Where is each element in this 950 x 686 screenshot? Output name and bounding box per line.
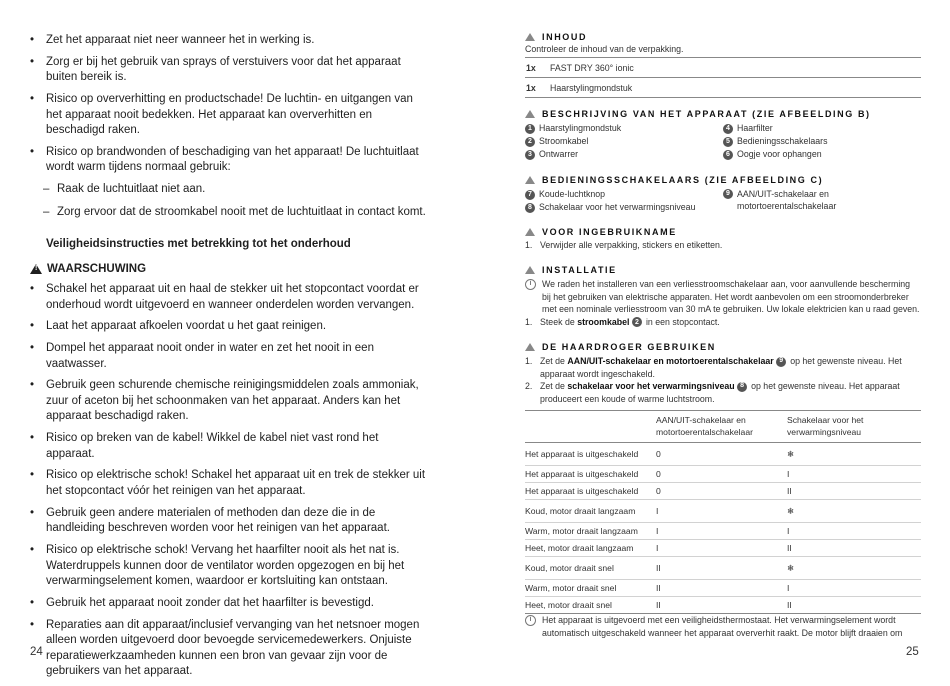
left-page xyxy=(0,0,475,678)
section-inhoud xyxy=(525,32,921,98)
list-item: 1 Haarstylingmondstuk xyxy=(525,122,723,134)
info-icon: i xyxy=(525,279,536,290)
sub-list-item: – Zorg ervoor dat de stroomkabel nooit met de luchtuitlaat in contact komt. xyxy=(43,205,426,218)
list-item: • Dompel het apparaat nooit onder in water en zet het nooit in een vaatwasser. xyxy=(30,342,374,370)
section-marker-icon xyxy=(525,110,535,118)
controls-list xyxy=(525,188,921,213)
section-title: BEDIENINGSSCHAKELAARS (ZIE AFBEELDING C) xyxy=(542,175,824,185)
warning-heading xyxy=(30,263,146,275)
list-item: • Gebruik geen andere materialen of methoden dan deze die in de handleiding beschreven worden voor het reinigen van het apparaat. xyxy=(30,506,390,535)
section-intro: Controleer de inhoud van de verpakking. xyxy=(525,44,684,54)
table-row: Het apparaat is uitgeschakeld 0 II xyxy=(525,483,921,500)
section-title: BESCHRIJVING VAN HET APPARAAT (ZIE AFBEELDING B) xyxy=(542,109,871,119)
cold-air-icon: ❄ xyxy=(787,562,795,573)
right-page xyxy=(475,0,950,660)
section-heading: Veiligheidsinstructies met betrekking tot het onderhoud xyxy=(46,238,351,250)
list-item: 9 AAN/UIT-schakelaar en motortoerentalschakelaar xyxy=(723,188,921,213)
page-number: 24 xyxy=(30,646,43,658)
settings-table xyxy=(525,410,921,614)
table-row: Warm, motor draait snel II I xyxy=(525,580,921,597)
list-item: 1. Verwijder alle verpakking, stickers en etiketten. xyxy=(525,240,723,250)
section-marker-icon xyxy=(525,33,535,41)
table-row: Heet, motor draait langzaam I II xyxy=(525,540,921,557)
safety-list-top xyxy=(30,33,430,227)
section-title: INSTALLATIE xyxy=(542,265,617,275)
section-title: DE HAARDROGER GEBRUIKEN xyxy=(542,342,716,352)
table-row: 1x FAST DRY 360° ionic xyxy=(525,58,921,78)
list-item: • Schakel het apparaat uit en haal de stekker uit het stopcontact voordat er onderhoud wordt uitgevoerd en wanneer onderdelen worden vervangen. xyxy=(30,283,419,311)
info-icon: i xyxy=(525,615,536,626)
section-marker-icon xyxy=(525,266,535,274)
list-item: 2 Stroomkabel xyxy=(525,135,723,147)
list-item: • Gebruik geen schurende chemische reinigingsmiddelen zoals ammoniak, zuur of aceton bij het schoonmaken van het apparaat. Anders kan het apparaat beschadigd raken. xyxy=(30,379,419,423)
list-item: 8 Schakelaar voor het verwarmingsniveau xyxy=(525,201,723,213)
warning-icon: ! xyxy=(30,264,42,274)
list-item: • Zet het apparaat niet neer wanneer het in werking is. xyxy=(30,34,315,46)
list-item: • Risico op elektrische schok! Vervang het haarfilter nooit als het nat is. Waterdruppels kunnen door de ventilator worden opgezogen en bij het verwarmingselement komen, waardoor er kortsluiting kan ontstaan. xyxy=(30,544,405,588)
cold-air-icon: ❄ xyxy=(787,505,795,516)
section-title: INHOUD xyxy=(542,32,588,42)
footnote: i Het apparaat is uitgevoerd met een veiligheidsthermostaat. Het verwarmingselement wordt automatisch uitgeschakeld wanneer het apparaat oververhit raakt. De motor blijft draaien om xyxy=(525,614,921,639)
sub-list-item: – Raak de luchtuitlaat niet aan. xyxy=(43,183,206,196)
section-marker-icon xyxy=(525,176,535,184)
list-item: 6 Oogje voor ophangen xyxy=(723,148,921,160)
list-item: • Risico op breken van de kabel! Wikkel de kabel niet vast rond het apparaat. xyxy=(30,432,379,460)
list-item: • Laat het apparaat afkoelen voordat u het gaat reinigen. xyxy=(30,320,327,333)
list-item: 3 Ontwarrer xyxy=(525,148,723,160)
list-item: 1. Steek de stroomkabel 2 in een stopcontact. xyxy=(525,316,720,327)
table-row: Heet, motor draait snel II II xyxy=(525,597,921,614)
section-voor-ingebruikname xyxy=(525,227,921,250)
cold-air-icon: ❄ xyxy=(787,448,795,459)
section-beschrijving xyxy=(525,109,921,160)
safety-list-maintenance xyxy=(30,282,430,686)
list-item: • Risico op brandwonden of beschadiging van het apparaat! De luchtuitlaat wordt warm tijdens normaal gebruik: xyxy=(30,145,419,174)
list-item: • Gebruik het apparaat nooit zonder dat het haarfilter is bevestigd. xyxy=(30,596,374,609)
list-item: • Reparaties aan dit apparaat/inclusief vervanging van het netsnoer mogen alleen worden uitgevoerd door bevoegde servicemedewerkers. Onjuiste reparatiewerkzaamheden kunnen een bron van gevaar zijn voor de gebruikers van het apparaat. xyxy=(30,618,420,678)
section-marker-icon xyxy=(525,228,535,236)
table-row: Het apparaat is uitgeschakeld 0 I xyxy=(525,466,921,483)
list-item: 5 Bedieningsschakelaars xyxy=(723,135,921,147)
list-item: 2. Zet de schakelaar voor het verwarmingsniveau 8 op het gewenste niveau. Het apparaat produceert een koude of warme luchtstroom. xyxy=(525,381,900,404)
section-title: VOOR INGEBRUIKNAME xyxy=(542,227,677,237)
list-item: • Risico op oververhitting en productschade! De luchtin- en uitgangen van het apparaat nooit bedekken. Het apparaat kan oververhitten en beschadigd raken. xyxy=(30,93,413,137)
info-note: i We raden het installeren van een verliesstroomschakelaar aan, voor aanvullende bescherming bij het gebruiken van elektrische apparaten. Het wordt aanbevolen om een stroomonderbreker met een nominale verliesstroom van 30 mA te gebruiken. Uw lokale elektricien kan u raad geven. xyxy=(525,278,921,316)
section-gebruiken xyxy=(525,342,921,405)
list-item: 4 Haarfilter xyxy=(723,122,921,134)
list-item: • Zorg er bij het gebruik van sprays of verstuivers voor dat het apparaat buiten bereik is. xyxy=(30,55,401,84)
list-item: 7 Koude-luchtknop xyxy=(525,188,723,200)
list-item: 1. Zet de AAN/UIT-schakelaar en motortoerentalschakelaar 9 op het gewenste niveau. Het apparaat wordt ingeschakeld. xyxy=(525,356,902,379)
warning-label: WAARSCHUWING xyxy=(47,263,147,275)
contents-table xyxy=(525,57,921,98)
section-installatie xyxy=(525,265,921,327)
table-header-row: AAN/UIT-schakelaar en motortoerentalschakelaar Schakelaar voor het verwarmingsniveau xyxy=(525,411,921,443)
list-item: • Risico op elektrische schok! Schakel het apparaat uit en trek de stekker uit het stopcontact vóór het reinigen van het apparaat. xyxy=(30,469,426,497)
section-marker-icon xyxy=(525,343,535,351)
page-number: 25 xyxy=(906,646,919,658)
table-row: Het apparaat is uitgeschakeld 0 ❄ xyxy=(525,443,921,466)
parts-list xyxy=(525,122,921,160)
table-row: 1x Haarstylingmondstuk xyxy=(525,78,921,98)
table-row: Koud, motor draait langzaam I ❄ xyxy=(525,500,921,523)
section-bediening xyxy=(525,175,921,213)
table-row: Koud, motor draait snel II ❄ xyxy=(525,557,921,580)
table-row: Warm, motor draait langzaam I I xyxy=(525,523,921,540)
